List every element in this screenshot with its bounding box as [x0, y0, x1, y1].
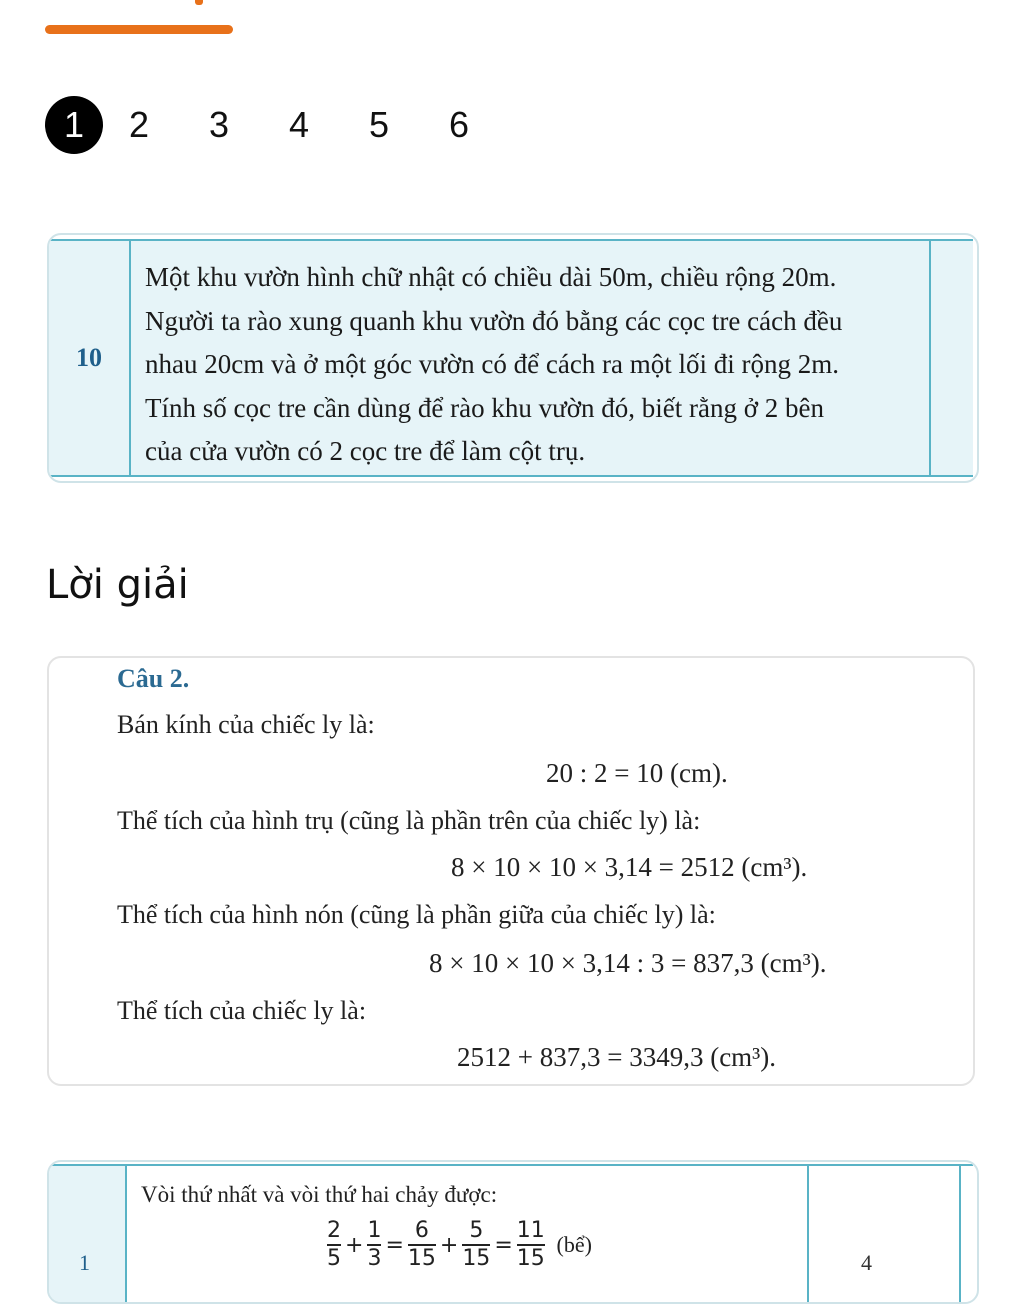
- fraction: $\frac{2}{5}$: [327, 1218, 341, 1271]
- solution-equation: 8 × 10 × 10 × 3,14 = 2512 (cm³).: [451, 852, 808, 882]
- solution-heading: Lời giải: [46, 562, 189, 608]
- next-answer-number-cell: [49, 1166, 127, 1304]
- fraction: $\frac{5}{15}$: [462, 1218, 491, 1271]
- fraction: $\frac{1}{3}$: [367, 1218, 382, 1271]
- problem-edge: [931, 241, 973, 475]
- page-button-3[interactable]: 3: [209, 104, 230, 145]
- problem-text: [131, 241, 931, 475]
- next-answer-card: [47, 1160, 979, 1304]
- next-answer-edge: [961, 1166, 973, 1304]
- next-answer-number: 1: [79, 1250, 90, 1275]
- problem-number: 10: [49, 241, 131, 475]
- solution-equation: 8 × 10 × 10 × 3,14 : 3 = 837,3 (cm³).: [429, 948, 827, 978]
- next-answer-score-cell: [809, 1166, 961, 1304]
- next-answer-line: Vòi thứ nhất và vòi thứ hai chảy được:: [141, 1182, 498, 1207]
- solution-equation: 20 : 2 = 10 (cm).: [546, 758, 728, 788]
- page-button-4[interactable]: 4: [289, 104, 310, 145]
- tab-underline: [45, 25, 233, 34]
- next-answer-score: 4: [861, 1250, 872, 1275]
- page-button-6[interactable]: 6: [449, 104, 470, 145]
- next-answer-text: [127, 1166, 809, 1304]
- accent-stub: [195, 0, 203, 5]
- page-button-2[interactable]: 2: [129, 104, 150, 145]
- solution-equation: 2512 + 837,3 = 3349,3 (cm³).: [457, 1042, 777, 1072]
- solution-line: Thể tích của hình trụ (cũng là phần trên của chiếc ly) là:: [117, 806, 701, 835]
- solution-line: Bán kính của chiếc ly là:: [117, 710, 375, 739]
- solution-card: [47, 656, 975, 1086]
- unit-label: (bể): [556, 1232, 592, 1257]
- fraction-equation: $\frac{2}{5}$ + $\frac{1}{3}$ = $\frac{6}{15}$ + $\frac{5}{15}$ = $\frac{11}{15}$ (bể): [327, 1218, 592, 1271]
- page-button-5[interactable]: 5: [369, 104, 390, 145]
- solution-line: Thể tích của hình nón (cũng là phần giữa của chiếc ly) là:: [117, 900, 716, 929]
- fraction: $\frac{6}{15}$: [407, 1218, 436, 1271]
- problem-line: Tính số cọc tre cần dùng để rào khu vườn đó, biết rằng ở 2 bên: [145, 392, 825, 423]
- problem-line: Người ta rào xung quanh khu vườn đó bằng các cọc tre cách đều: [145, 305, 843, 336]
- fraction: $\frac{11}{15}$: [516, 1218, 545, 1271]
- problem-line: Một khu vườn hình chữ nhật có chiều dài 50m, chiều rộng 20m.: [145, 262, 837, 292]
- solution-title: Câu 2.: [117, 664, 190, 693]
- problem-line: nhau 20cm và ở một góc vườn có để cách ra một lối đi rộng 2m.: [145, 349, 840, 379]
- problem-line: của cửa vườn có 2 cọc tre để làm cột trụ.: [145, 436, 586, 466]
- page-button-1[interactable]: 1: [45, 96, 103, 154]
- problem-card: [47, 233, 979, 483]
- question-pagination: [45, 96, 529, 154]
- solution-line: Thể tích của chiếc ly là:: [117, 996, 367, 1025]
